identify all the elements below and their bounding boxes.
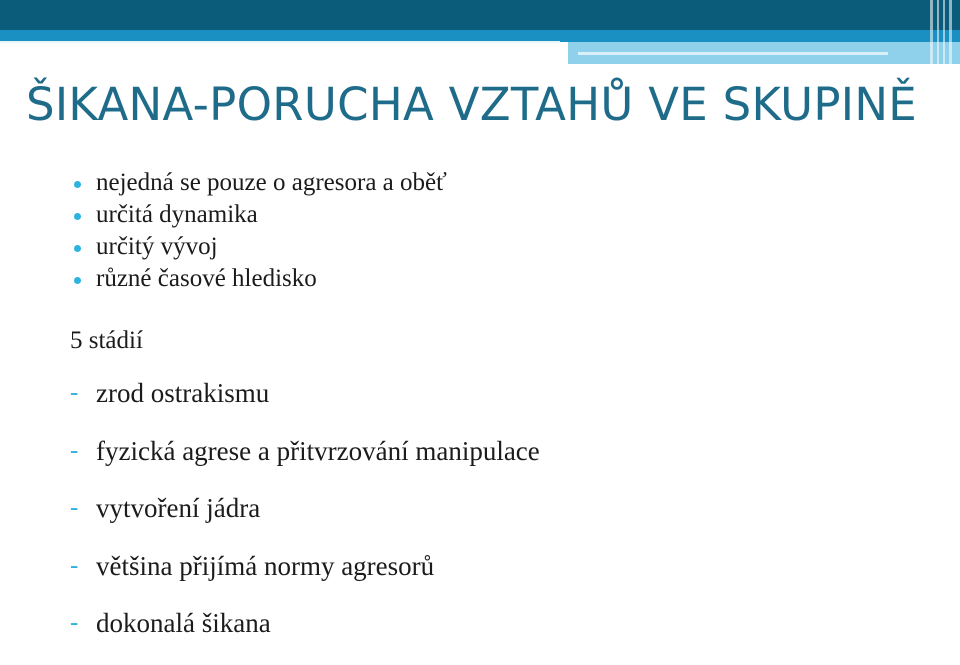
bullet-item xyxy=(72,199,447,231)
dash-marker: - xyxy=(70,609,79,636)
bullet-dot-icon xyxy=(74,277,81,284)
bullet-item xyxy=(72,263,447,295)
header-stripe xyxy=(937,0,939,64)
stage-text: většina přijímá normy agresorů xyxy=(96,550,435,581)
bullet-text: nejedná se pouze o agresora a oběť xyxy=(96,169,447,196)
stage-item xyxy=(70,435,540,493)
header-stripe xyxy=(949,0,952,64)
stage-text: vytvoření jádra xyxy=(96,493,261,523)
dash-marker: - xyxy=(70,494,79,521)
header-band-light-highlight xyxy=(578,52,888,55)
bullet-item xyxy=(72,167,447,199)
stage-item xyxy=(70,607,540,665)
stage-text: dokonalá šikana xyxy=(96,608,271,638)
header-band-dark xyxy=(0,0,960,30)
bullet-list xyxy=(72,167,447,295)
header-band-highlight xyxy=(0,41,560,43)
bullet-dot-icon xyxy=(74,213,81,220)
slide-title: ŠIKANA-PORUCHA VZTAHŮ VE SKUPINĚ xyxy=(26,78,918,131)
dash-marker: - xyxy=(70,436,79,464)
stage-item xyxy=(70,492,540,550)
bullet-text: určitý vývoj xyxy=(96,233,218,260)
bullet-dot-icon xyxy=(74,245,81,252)
stages-list xyxy=(70,377,540,665)
stage-text: zrod ostrakismu xyxy=(96,378,270,408)
stages-label: 5 stádií xyxy=(70,327,143,354)
bullet-text: různé časové hledisko xyxy=(96,265,317,292)
dash-marker: - xyxy=(70,551,79,579)
bullet-dot-icon xyxy=(74,181,81,188)
bullet-item xyxy=(72,231,447,263)
stage-item xyxy=(70,550,540,608)
header-stripe xyxy=(943,0,945,64)
dash-marker: - xyxy=(70,379,79,406)
header-stripe xyxy=(930,0,933,64)
stage-text: fyzická agrese a přitvrzování manipulace xyxy=(96,435,540,466)
stage-item xyxy=(70,377,540,435)
bullet-text: určitá dynamika xyxy=(96,201,258,228)
